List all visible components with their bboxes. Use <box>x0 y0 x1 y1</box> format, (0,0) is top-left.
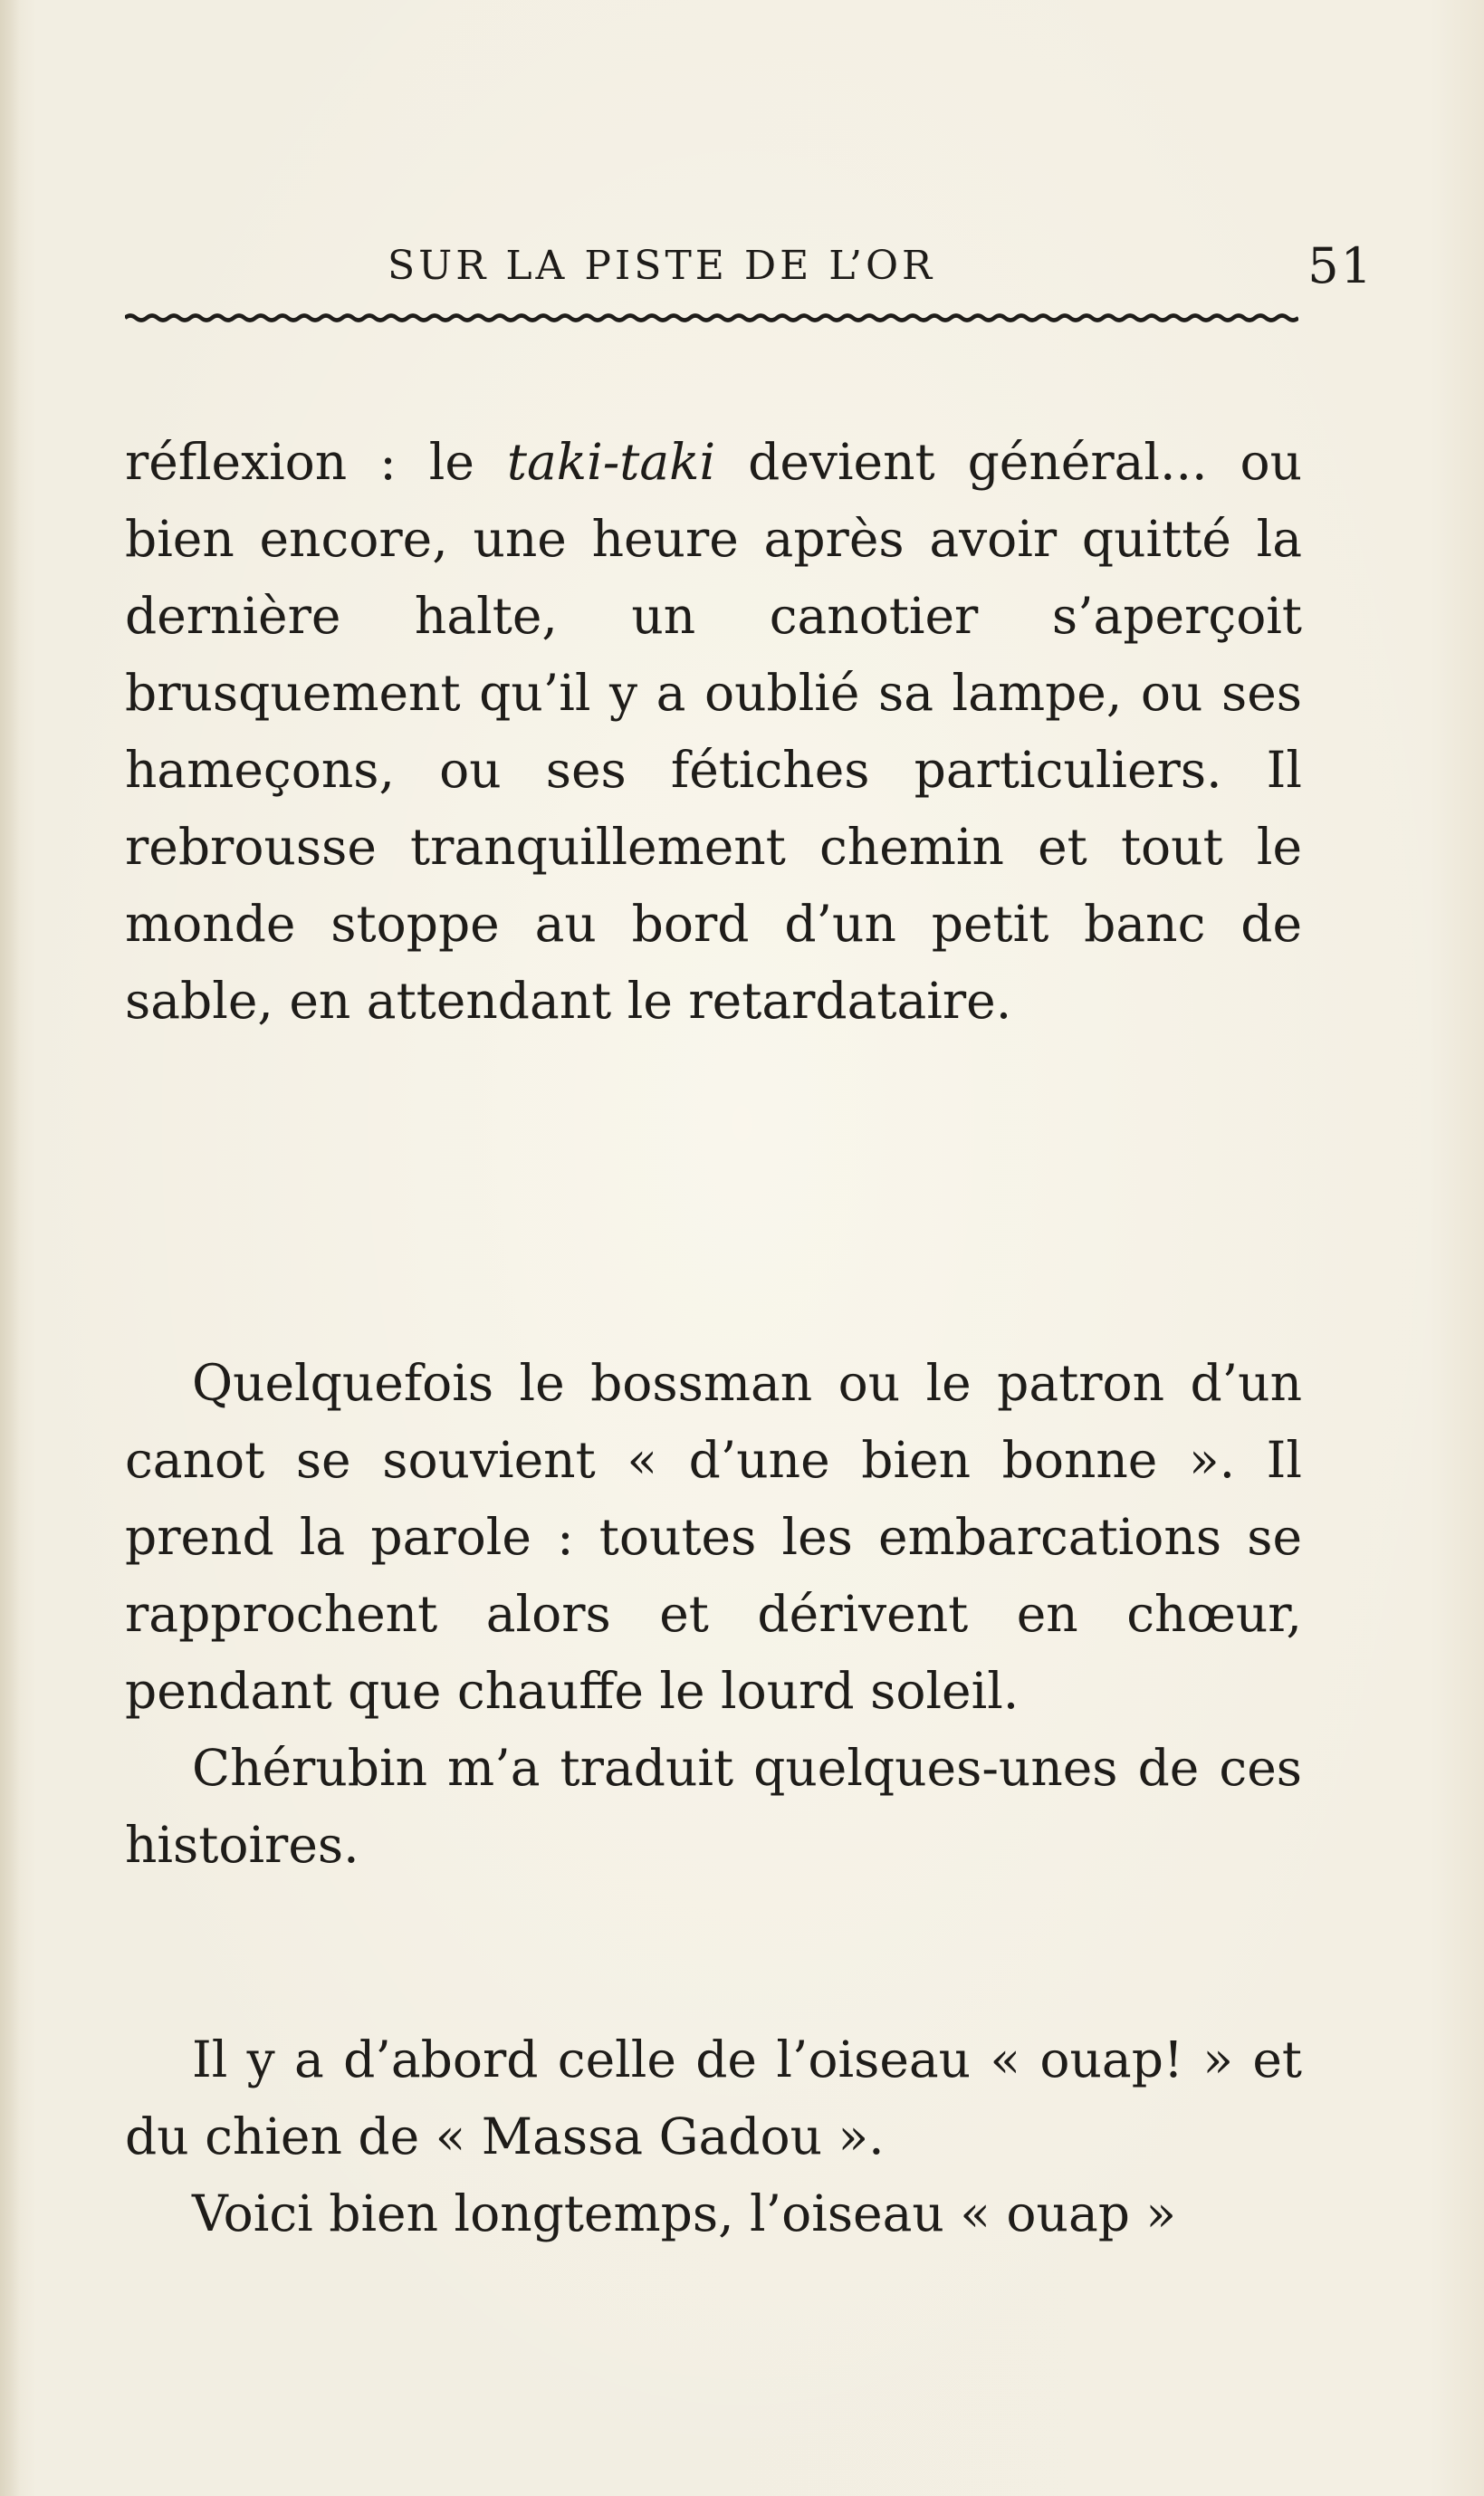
ornamental-rule <box>125 312 1298 324</box>
text-span: devient général... ou bien encore, une heure après avoir quitté la dernière halte, un canotier s’aperçoit brusquement qu’il y a oublié sa lampe, ou ses hameçons, ou ses fétiches particuliers. Il rebrousse tranquillement chemin et tout le monde stoppe au bord d’un petit banc de sable, en attendant le retardataire. <box>125 433 1302 1030</box>
text-block-3 <box>125 2021 1302 2252</box>
text-block-1 <box>125 424 1302 1040</box>
running-head <box>125 237 1374 306</box>
italic-term: taki-taki <box>506 433 716 491</box>
paragraph: Chérubin m’a traduit quelques-unes de ces histoires. <box>125 1739 1302 1874</box>
text-block-2 <box>125 1345 1302 1884</box>
paragraph: Voici bien longtemps, l’oiseau « ouap » <box>192 2184 1177 2242</box>
asterism-separator <box>675 1188 737 1253</box>
text-span: réflexion : le <box>125 433 507 491</box>
page-number: 51 <box>1307 237 1374 294</box>
running-title: SUR LA PISTE DE L’OR <box>388 243 936 289</box>
paragraph: Quelquefois le bossman ou le patron d’un canot se souvient « d’une bien bonne ». Il prend la parole : toutes les embarcations se rapprochent alors et dérivent en chœur, pendant que chauffe le lourd soleil. <box>125 1354 1302 1720</box>
paragraph <box>125 424 1302 1040</box>
paragraph: Il y a d’abord celle de l’oiseau « ouap! » et du chien de « Massa Gadou ». <box>125 2030 1302 2165</box>
